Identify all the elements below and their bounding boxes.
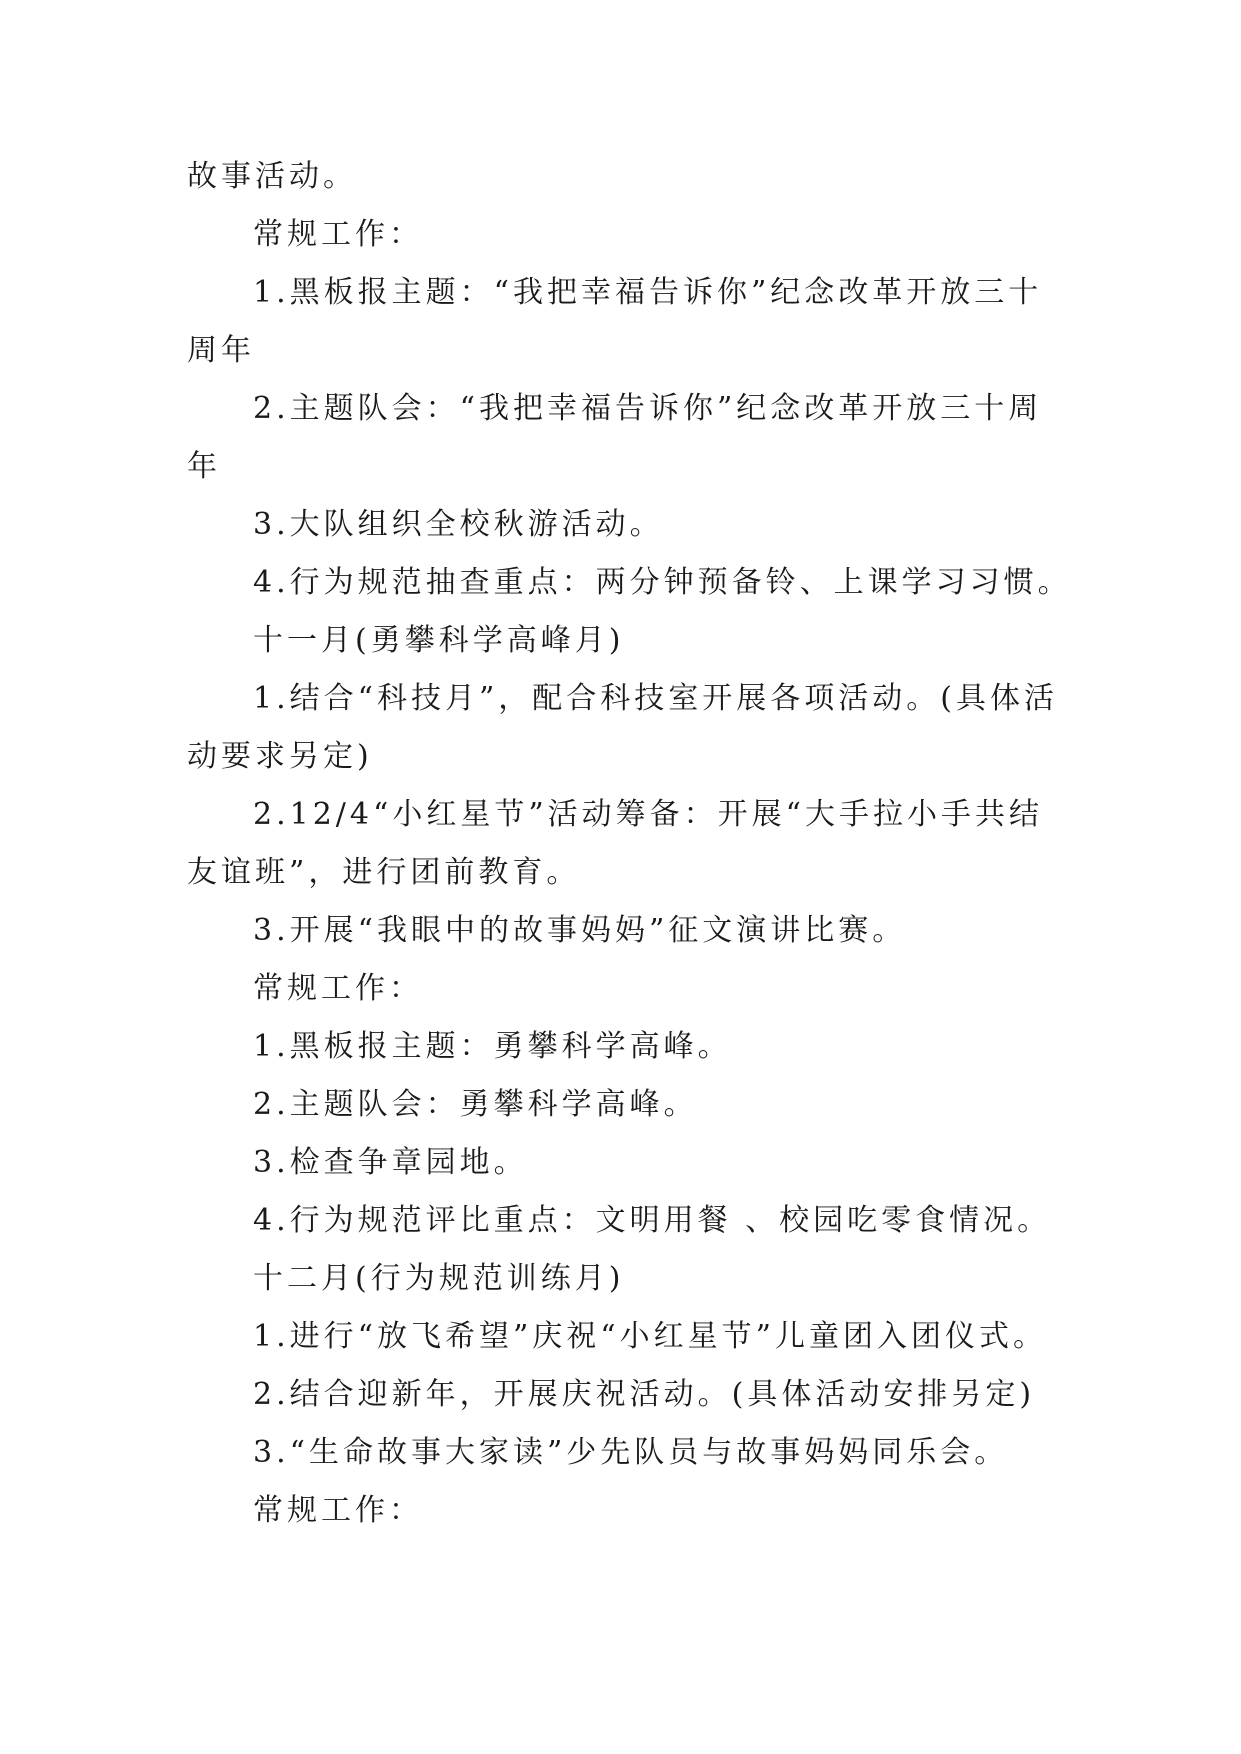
list-item: 1.结合“科技月”，配合科技室开展各项活动。(具体活 xyxy=(253,681,1059,716)
list-item: 2.主题队会：“我把幸福告诉你”纪念改革开放三十周 xyxy=(253,391,1043,426)
paragraph-line: 故事活动。 xyxy=(187,159,357,194)
section-heading: 常规工作： xyxy=(253,1493,423,1528)
list-item: 4.行为规范抽查重点：两分钟预备铃、上课学习习惯。 xyxy=(253,565,1072,600)
list-item: 3.“生命故事大家读”少先队员与故事妈妈同乐会。 xyxy=(253,1435,1009,1470)
document-body xyxy=(187,148,1072,1540)
list-item: 2.主题队会：勇攀科学高峰。 xyxy=(253,1087,698,1122)
list-item: 2.12/4“小红星节”活动筹备：开展“大手拉小手共结 xyxy=(253,797,1044,832)
month-heading: 十二月(行为规范训练月) xyxy=(253,1261,625,1296)
list-item: 1.黑板报主题：勇攀科学高峰。 xyxy=(253,1029,732,1064)
list-item: 3.开展“我眼中的故事妈妈”征文演讲比赛。 xyxy=(253,913,907,948)
list-item: 1.黑板报主题：“我把幸福告诉你”纪念改革开放三十 xyxy=(253,275,1043,310)
list-item-continuation: 友谊班”，进行团前教育。 xyxy=(187,855,581,890)
list-item: 3.检查争章园地。 xyxy=(253,1145,528,1180)
list-item: 2.结合迎新年，开展庆祝活动。(具体活动安排另定) xyxy=(253,1377,1036,1412)
section-heading: 常规工作： xyxy=(253,217,423,252)
section-heading: 常规工作： xyxy=(253,971,423,1006)
list-item: 1.进行“放飞希望”庆祝“小红星节”儿童团入团仪式。 xyxy=(253,1319,1047,1354)
list-item-continuation: 动要求另定) xyxy=(187,739,373,774)
month-heading: 十一月(勇攀科学高峰月) xyxy=(253,623,625,658)
list-item: 3.大队组织全校秋游活动。 xyxy=(253,507,664,542)
list-item-continuation: 年 xyxy=(187,449,221,484)
list-item-continuation: 周年 xyxy=(187,333,255,368)
list-item: 4.行为规范评比重点：文明用餐 、校园吃零食情况。 xyxy=(253,1203,1052,1238)
